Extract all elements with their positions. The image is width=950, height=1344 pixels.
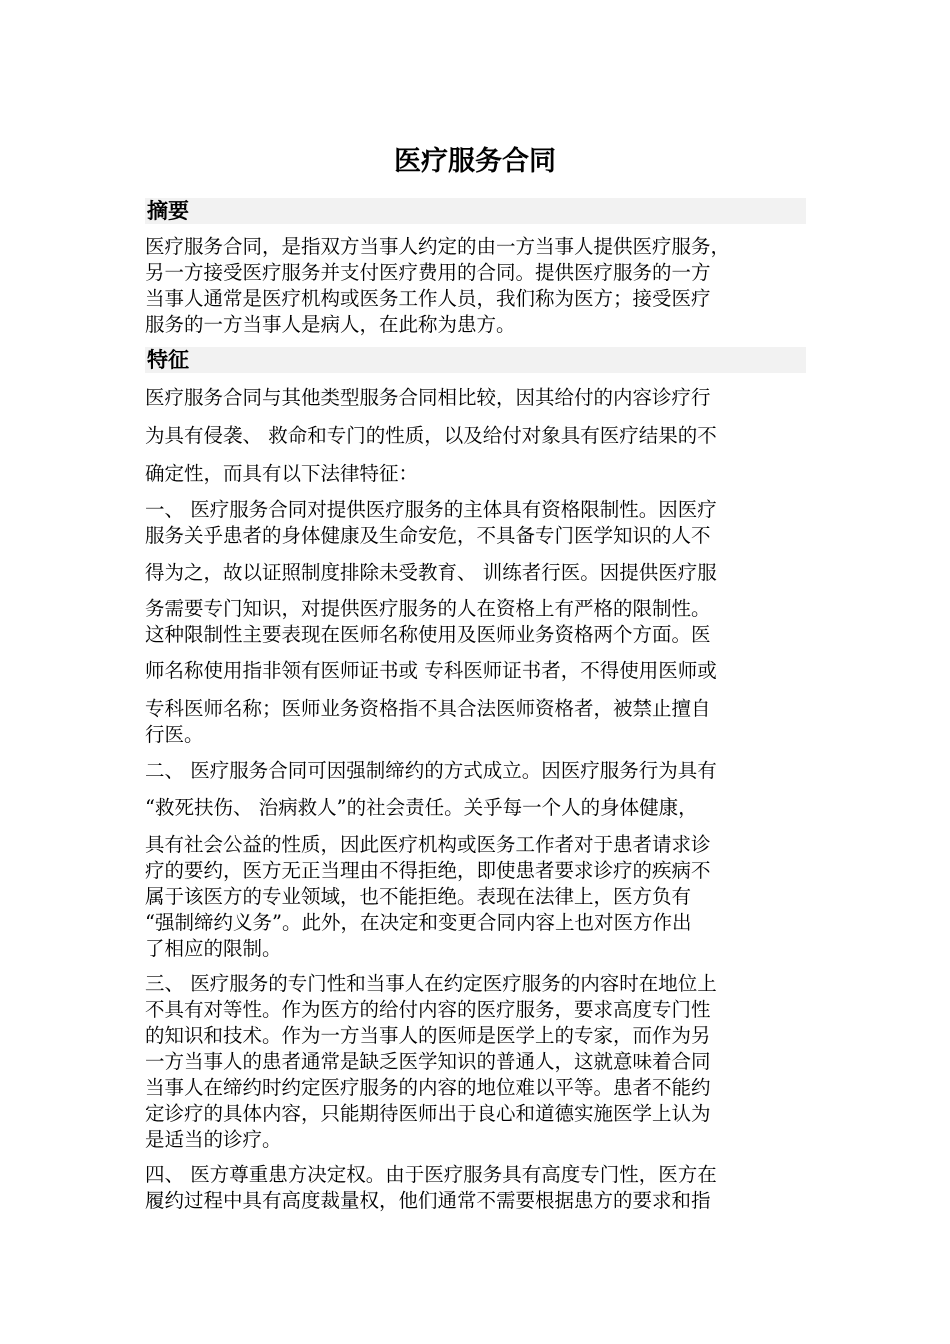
paragraph-line: 三、 医疗服务的专门性和当事人在约定医疗服务的内容时在地位上 xyxy=(145,972,717,995)
paragraph-line: 属于该医方的专业领域，也不能拒绝。表现在法律上，医方负有 xyxy=(145,885,692,908)
paragraph-line: 服务的一方当事人是病人，在此称为患方。 xyxy=(145,313,516,336)
paragraph-line: 医疗服务合同，是指双方当事人约定的由一方当事人提供医疗服务， xyxy=(145,235,731,258)
paragraph-line: 是适当的诊疗。 xyxy=(145,1128,282,1151)
paragraph-line: 当事人通常是医疗机构或医务工作人员，我们称为医方；接受医疗 xyxy=(145,287,711,310)
paragraph-line: 另一方接受医疗服务并支付医疗费用的合同。提供医疗服务的一方 xyxy=(145,261,711,284)
section-heading-features: 特征 xyxy=(145,347,806,373)
paragraph-line: 一、 医疗服务合同对提供医疗服务的主体具有资格限制性。因医疗 xyxy=(145,498,717,521)
paragraph-line: 得为之，故以证照制度排除未受教育、 训练者行医。因提供医疗服 xyxy=(145,561,717,584)
paragraph-line: 行医。 xyxy=(145,723,204,746)
paragraph-line: 服务关乎患者的身体健康及生命安危，不具备专门医学知识的人不 xyxy=(145,524,711,547)
paragraph-line: 专科医师名称；医师业务资格指不具合法医师资格者，被禁止擅自 xyxy=(145,697,711,720)
section-heading-abstract: 摘要 xyxy=(145,198,806,224)
paragraph-line: 当事人在缔约时约定医疗服务的内容的地位难以平等。患者不能约 xyxy=(145,1076,711,1099)
paragraph-line: 一方当事人的患者通常是缺乏医学知识的普通人，这就意味着合同 xyxy=(145,1050,711,1073)
paragraph-line: “强制缔约义务”。此外，在决定和变更合同内容上也对医方作出 xyxy=(145,911,692,934)
paragraph-line: 定诊疗的具体内容，只能期待医师出于良心和道德实施医学上认为 xyxy=(145,1102,711,1125)
paragraph-line: 疗的要约，医方无正当理由不得拒绝，即使患者要求诊疗的疾病不 xyxy=(145,859,711,882)
paragraph-line: 不具有对等性。作为医方的给付内容的医疗服务，要求高度专门性 xyxy=(145,998,711,1021)
paragraph-line: 二、 医疗服务合同可因强制缔约的方式成立。因医疗服务行为具有 xyxy=(145,759,717,782)
paragraph-line: 医疗服务合同与其他类型服务合同相比较，因其给付的内容诊疗行 xyxy=(145,386,711,409)
paragraph-line: 为具有侵袭、 救命和专门的性质，以及给付对象具有医疗结果的不 xyxy=(145,424,717,447)
paragraph-line: 四、 医方尊重患方决定权。由于医疗服务具有高度专门性，医方在 xyxy=(145,1163,717,1186)
paragraph-line: 具有社会公益的性质，因此医疗机构或医务工作者对于患者请求诊 xyxy=(145,833,711,856)
document-title: 医疗服务合同 xyxy=(394,146,556,177)
paragraph-line: “救死扶伤、 治病救人”的社会责任。关乎每一个人的身体健康， xyxy=(145,796,698,819)
paragraph-line: 确定性，而具有以下法律特征： xyxy=(145,462,419,485)
paragraph-line: 了相应的限制。 xyxy=(145,937,282,960)
paragraph-line: 师名称使用指非领有医师证书或 专科医师证书者，不得使用医师或 xyxy=(145,659,717,682)
paragraph-line: 履约过程中具有高度裁量权，他们通常不需要根据患方的要求和指 xyxy=(145,1189,711,1212)
paragraph-line: 务需要专门知识，对提供医疗服务的人在资格上有严格的限制性。 xyxy=(145,597,711,620)
paragraph-line: 的知识和技术。作为一方当事人的医师是医学上的专家，而作为另 xyxy=(145,1024,711,1047)
paragraph-line: 这种限制性主要表现在医师名称使用及医师业务资格两个方面。医 xyxy=(145,623,711,646)
